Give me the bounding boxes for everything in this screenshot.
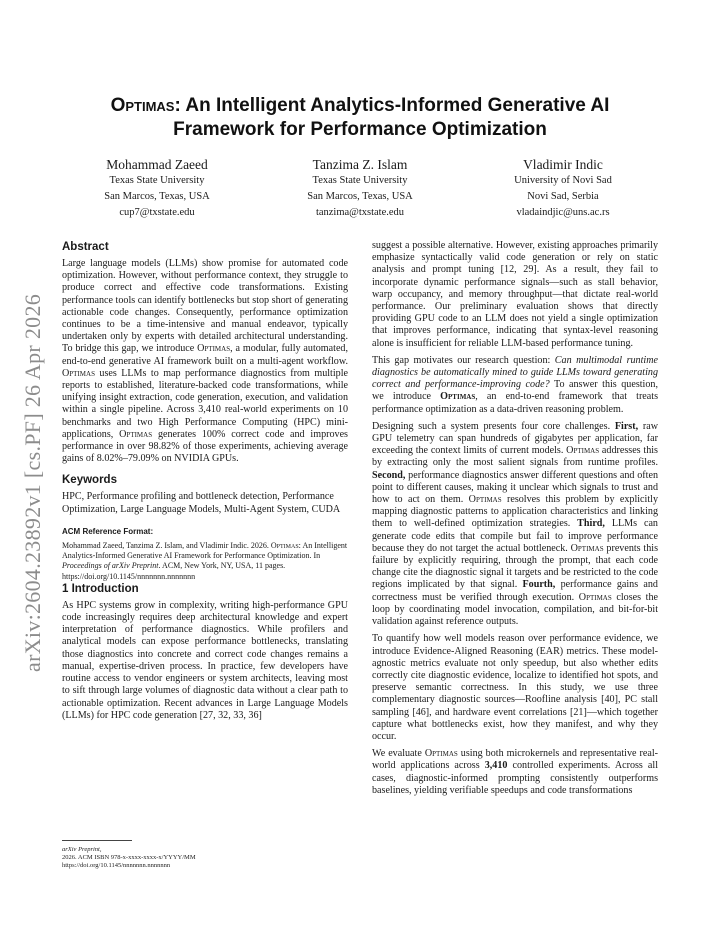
footnote-divider bbox=[62, 840, 132, 841]
left-column bbox=[62, 240, 348, 727]
acm-reference-heading: ACM Reference Format: bbox=[62, 526, 154, 536]
acm-reference-text: Mohammad Zaeed, Tanzima Z. Islam, and Vladimir Indic. 2026. Optimas: An Intelligent Analytics-Informed Generative AI Framework for Performance Optimization. In Proceedings of arXiv Preprint. ACM, New York, NY, USA, 11 pages. https://doi.org/10.1145/nnnnnnn.nnnnnnn bbox=[62, 541, 348, 581]
keywords-text: HPC, Performance profiling and bottleneck detection, Performance Optimization, Large Language Models, Multi-Agent System, CUDA bbox=[62, 491, 341, 515]
abstract-text: Large language models (LLMs) show promise for automated code optimization. However, without performance context, they struggle to produce correct and effective code transformations. Existing performance tools can identify bottlenecks but stop short of generating actionable code changes. Consequently, performance optimization continues to be a time-intensive and manual endeavor, typically undertaken only by experts with detailed architectural understanding. To bridge this gap, we introduce Optimas, a modular, fully automated, end-to-end generative AI framework built on a multi-agent workflow. Optimas uses LLMs to map performance diagnostics from multiple reports to established, literature-backed code transformations, while unifying insight extraction, code generation, execution, and validation within a single pipeline. Across 3,410 real-world experiments on 10 benchmarks and two High Performance Computing (HPC) mini-applications, Optimas generates 100% correct code and improves performance in over 98.82% of those experiments, achieving average gains of 8.02%–79.09% on NVIDIA GPUs. bbox=[62, 258, 348, 465]
keywords-heading: Keywords bbox=[62, 474, 117, 487]
author-3 bbox=[468, 156, 658, 221]
arxiv-identifier[interactable]: arXiv:2604.23892v1 [cs.PF] 26 Apr 2026 bbox=[20, 293, 45, 672]
author-location: San Marcos, Texas, USA bbox=[104, 191, 210, 202]
paragraph-metrics: To quantify how well models reason over performance evidence, we introduce Evidence-Aligned Reasoning (EAR) metrics. These model-agnostic metrics evaluate not only speedup, but also whether edits correctly cite diagnostic evidence, localize to identified hot spots, and preserve semantic correctness. In this study, we use three complementary diagnostic sources—Roofline analysis [40], PC stall sampling [46], and hardware event correlations [21]—which together capture what bottlenecks exist, how they manifest, and why they occur. bbox=[372, 633, 658, 742]
paragraph-research-question: This gap motivates our research question: Can multimodal runtime diagnostics be automatically mined to guide LLMs toward generating correct and performance-improving code? To answer this question, we introduce Optimas, an end-to-end framework that treats performance optimization as a data-driven reasoning problem. bbox=[372, 354, 658, 415]
framework-name: Optimas bbox=[110, 95, 175, 116]
author-name: Tanzima Z. Islam bbox=[312, 157, 408, 172]
introduction-heading: 1 Introduction bbox=[62, 582, 139, 595]
author-email[interactable]: tanzima@txstate.edu bbox=[315, 207, 405, 218]
paragraph: suggest a possible alternative. However, existing approaches primarily emphasize syntactically valid code generation or rely on static analysis and prompt tuning [12, 29]. As a result, they fail to incorporate dynamic performance signals—such as stall behavior, warp occupancy, and memory throughput—that dictate real-world performance. Our preliminary evaluation shows that directly providing GPU code to an LLM does not yield a single optimization that improves performance, indicating that syntax-level reasoning alone is insufficient for reliable LLM-based performance tuning. bbox=[372, 240, 658, 349]
paper-title: Optimas: An Intelligent Analytics-Informed Generative AI Framework for Performance Optimization bbox=[110, 95, 610, 140]
introduction-text: As HPC systems grow in complexity, writing high-performance GPU code increasingly requires deep architectural knowledge and expert interpretation of performance diagnostics. While profilers and analytical models can expose performance bottlenecks, translating those diagnostics into concrete and correct code changes remains a manual, expertise-driven process. In practice, few developers have routine access to vendor engineers or system architects, leaving most to sift through large volumes of diagnostic data without a clear path to actionable optimization. Recent advances in Large Language Models (LLMs) for HPC code generation [27, 32, 33, 36] bbox=[62, 599, 348, 721]
author-email[interactable]: cup7@txstate.edu bbox=[119, 207, 195, 218]
abstract-heading: Abstract bbox=[62, 241, 109, 253]
paragraph-evaluation: We evaluate Optimas using both microkernels and representative real-world applications across 3,410 controlled experiments. Across all cases, diagnostic-informed prompting consistently outperforms baselines, yielding verifiable speedups and code transformations bbox=[372, 748, 658, 796]
author-email[interactable]: vladaindjic@uns.ac.rs bbox=[516, 207, 610, 218]
author-affiliation: Texas State University bbox=[109, 175, 205, 186]
author-location: San Marcos, Texas, USA bbox=[307, 191, 413, 202]
right-column bbox=[372, 240, 658, 802]
author-2 bbox=[265, 156, 455, 221]
author-affiliation: Texas State University bbox=[312, 175, 408, 186]
doi-link[interactable]: https://doi.org/10.1145/nnnnnnn.nnnnnnn bbox=[62, 862, 171, 870]
author-affiliation: University of Novi Sad bbox=[514, 175, 612, 186]
author-name: Vladimir Indic bbox=[523, 157, 603, 172]
author-1 bbox=[62, 156, 252, 221]
paragraph-challenges: Designing such a system presents four core challenges. First, raw GPU telemetry can span hundreds of gigabytes per application, far exceeding the context limits of current models. Optimas addresses this by extracting only the most salient signals from runtime profiles. Second, performance diagnostics answer different questions and often point to different causes, making it unclear which signals to trust and how to act on them. Optimas resolves this problem by explicitly mapping diagnostic patterns to application characteristics and linking them to well-defined optimization strategies. Third, LLMs can generate code edits that compile but fail to improve performance because they do not target the actual bottleneck. Optimas prevents this failure by explicitly requiring, through the prompt, that each code change cite the diagnostic signal it targets and be restricted to the code regions implicated by that signal. Fourth, performance gains and correctness must be verified through execution. Optimas closes the loop by coordinating model invocation, compilation, and bit-for-bit validation against reference outputs. bbox=[372, 420, 659, 628]
author-name: Mohammad Zaeed bbox=[106, 157, 208, 172]
author-block bbox=[62, 156, 658, 234]
author-location: Novi Sad, Serbia bbox=[527, 191, 599, 202]
footnote: arXiv Preprint, 2026. ACM ISBN 978-x-xxxx-xxxx-x/YYYY/MM https://doi.org/10.1145/nnnnnnn.nnnnnnn bbox=[62, 846, 348, 871]
